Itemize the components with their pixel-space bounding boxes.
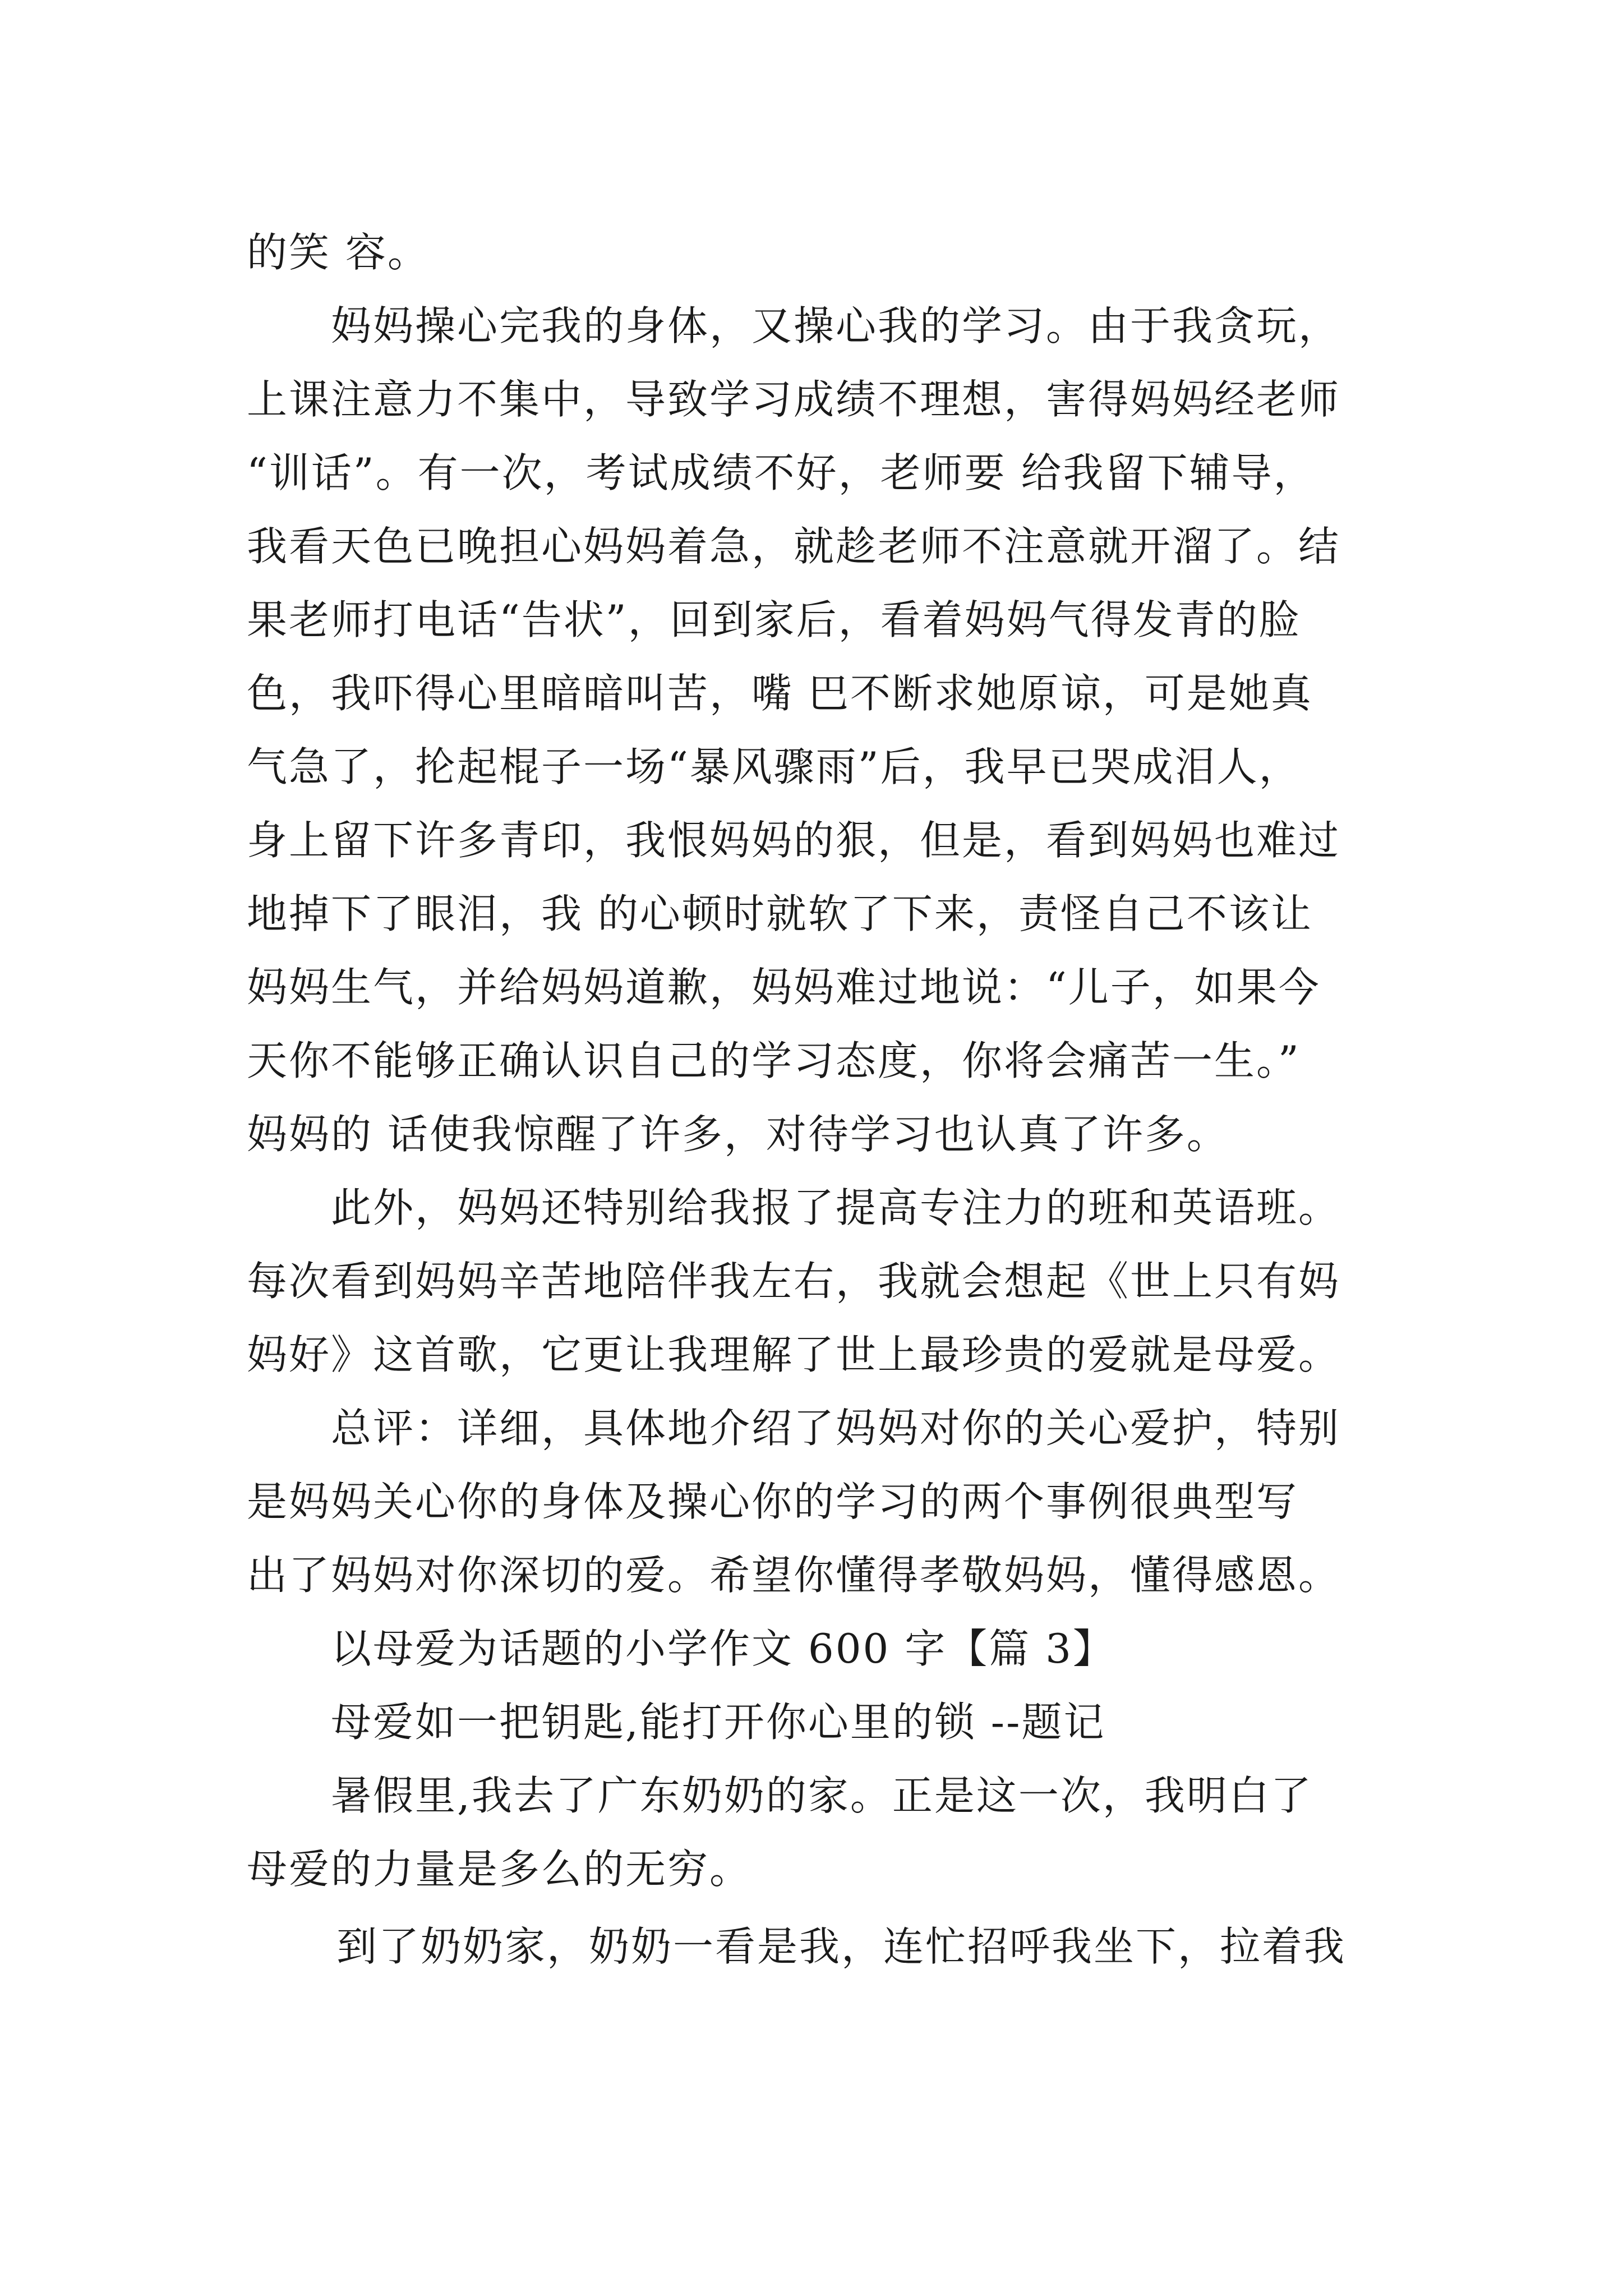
paragraph-start-line: 总评：详细，具体地介绍了妈妈对你的关心爱护，特别 <box>331 1405 1341 1452</box>
text-line: “训话”。有一次，考试成绩不好，老师要 给我留下辅导， <box>247 449 1316 496</box>
text-line: 的笑 容。 <box>247 229 430 276</box>
paragraph-start-line: 到了奶奶家，奶奶一看是我，连忙招呼我坐下，拉着我 <box>336 1923 1347 1970</box>
epigraph-line: 母爱如一把钥匙,能打开你心里的锁 --题记 <box>331 1699 1106 1746</box>
paragraph-start-line: 此外，妈妈还特别给我报了提高专注力的班和英语班。 <box>331 1184 1341 1231</box>
text-line: 身上留下许多青印，我恨妈妈的狠，但是，看到妈妈也难过 <box>247 817 1341 864</box>
text-line: 每次看到妈妈辛苦地陪伴我左右，我就会想起《世上只有妈 <box>247 1258 1341 1305</box>
section-heading: 以母爱为话题的小学作文 600 字【篇 3】 <box>331 1625 1115 1672</box>
text-line: 我看天色已晚担心妈妈着急，就趁老师不注意就开溜了。结 <box>247 523 1341 570</box>
paragraph-start-line: 妈妈操心完我的身体，又操心我的学习。由于我贪玩， <box>331 302 1341 349</box>
text-line: 上课注意力不集中，导致学习成绩不理想，害得妈妈经老师 <box>247 376 1341 423</box>
text-line: 母爱的力量是多么的无穷。 <box>247 1846 752 1893</box>
text-line: 天你不能够正确认识自己的学习态度，你将会痛苦一生。” <box>247 1037 1301 1084</box>
text-line: 色，我吓得心里暗暗叫苦，嘴 巴不断求她原谅，可是她真 <box>247 670 1313 717</box>
document-body <box>247 216 1413 1987</box>
text-line: 妈好》这首歌，它更让我理解了世上最珍贵的爱就是母爱。 <box>247 1331 1341 1378</box>
text-line: 妈妈生气，并给妈妈道歉，妈妈难过地说：“儿子，如果今 <box>247 964 1321 1011</box>
text-line: 是妈妈关心你的身体及操心你的学习的两个事例很典型写 <box>247 1478 1299 1525</box>
text-line: 地掉下了眼泪，我 的心顿时就软了下来，责怪自己不该让 <box>247 890 1313 937</box>
text-line: 气急了，抡起棍子一场“暴风骤雨”后，我早已哭成泪人， <box>247 743 1301 790</box>
text-line: 出了妈妈对你深切的爱。希望你懂得孝敬妈妈，懂得感恩。 <box>247 1552 1341 1599</box>
text-line: 果老师打电话“告状”，回到家后，看着妈妈气得发青的脸 <box>247 596 1301 643</box>
paragraph-start-line: 暑假里,我去了广东奶奶的家。正是这一次，我明白了 <box>331 1772 1313 1819</box>
text-line: 妈妈的 话使我惊醒了许多，对待学习也认真了许多。 <box>247 1111 1229 1158</box>
